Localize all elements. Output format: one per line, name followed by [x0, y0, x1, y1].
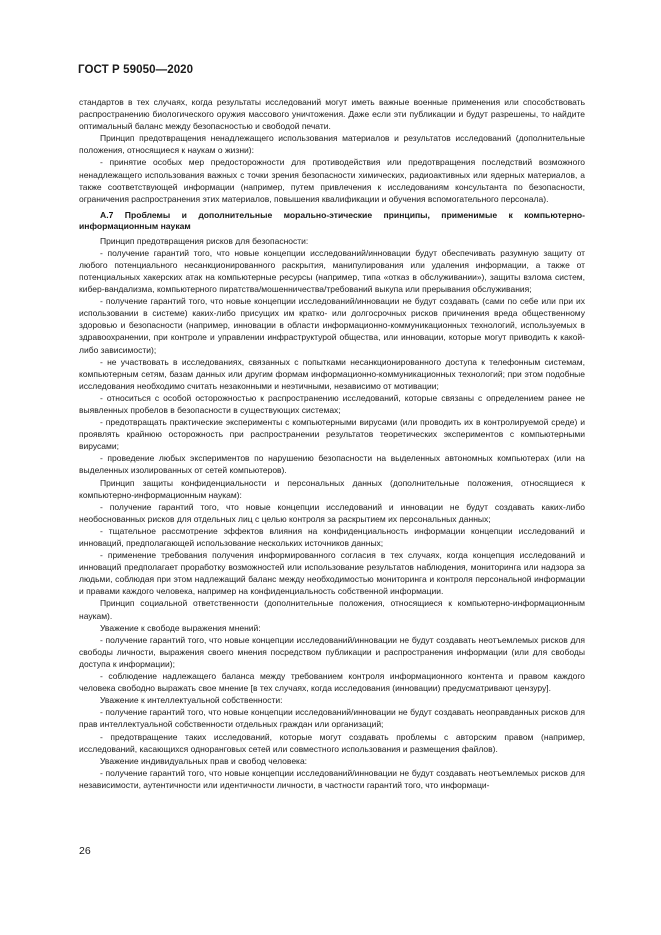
page-number: 26 [79, 845, 91, 857]
document-code-header: ГОСТ Р 59050—2020 [78, 64, 194, 76]
body-paragraph: - получение гарантий того, что новые концепции исследований/инновации не будут создавать (сами по себе или при их использовании в системе) каких-либо присущих им кратко- или долгосрочных рисков причинения вреда общественному здоровью и безопасности (например, инновации в области информационно-коммуникационных технологий, используемых в здравоохранении, при контроле и управлении инфраструктурой общества, или инновации, которые могут приводить к какой-либо зависимости); [79, 296, 585, 355]
body-paragraph: Уважение индивидуальных прав и свобод человека: [100, 755, 308, 766]
body-paragraph: Принцип предотвращения рисков для безопасности: [100, 235, 309, 246]
body-paragraph: - не участвовать в исследованиях, связанных с попытками несанкционированного доступа к телефонным системам, компьютерным сетям, базам данных или другим формам информационно-коммуникационных технологий; при этом подобные исследования необходимо считать незаконными и неэтичными, независимо от мотивации; [79, 356, 585, 391]
body-paragraph: Принцип предотвращения ненадлежащего использования материалов и результатов исследований (дополнительные положения, относящиеся к наукам о жизни): [79, 133, 585, 156]
body-paragraph: Уважение к свободе выражения мнений: [100, 622, 261, 633]
body-paragraph: - получение гарантий того, что новые концепции исследований/инновации не будут создавать неотъемлемых рисков для независимости, аутентичности или идентичности личности, в частности гарантий того, что информаци- [79, 767, 585, 790]
body-paragraph: Принцип социальной ответственности (дополнительные положения, относящиеся к компьютерно-информационным наукам). [79, 598, 585, 621]
body-paragraph: - соблюдение надлежащего баланса между требованием контроля информационного контента и правом каждого человека свободно выражать свое мнение [в тех случаях, когда исследования (инновации) предусматривают цензуру]. [79, 671, 585, 694]
body-paragraph: - относиться с особой осторожностью к распространению исследований, которые связаны с определением ранее не выявленных пробелов в безопасности в существующих системах; [79, 392, 585, 415]
body-paragraph: - получение гарантий того, что новые концепции исследований/инновации не будут создавать неотъемлемых рисков для свободы личности, выражения своего мнения посредством публикации и распространения информации (или для свободы доступа к информации); [79, 634, 585, 669]
document-body [79, 96, 585, 791]
body-paragraph: - получение гарантий того, что новые концепции исследований/инновации будут обеспечивать разумную защиту от любого потенциального несанкционированного раскрытия, манипулирования или удаления информации, а также от потенциальных хакерских атак на компьютерные ресурсы (например, типа «отказ в обслуживании»), защиты взлома систем, кибер-вандализма, компьютерного пиратства/мошенничества/требований выкупа или прерывания обслуживания; [79, 247, 585, 295]
body-paragraph: - принятие особых мер предосторожности для противодействия или предотвращения последствий возможного ненадлежащего использования важных с точки зрения безопасности химических, радиоактивных или ядерных материалов, а также соответствующей информации (например, путем привлечения к исследованиям консультанта по безопасности, ограничения распространения этих материалов, повышения квалификации и обучения вспомогательного персонала). [79, 157, 585, 204]
body-paragraph: - получение гарантий того, что новые концепции исследований и инновации не будут создавать каких-либо необоснованных рисков для отдельных лиц с целью контроля за раскрытием их персональных данных; [79, 501, 585, 524]
body-paragraph: Принцип защиты конфиденциальности и персональных данных (дополнительные положения, относящиеся к компьютерно-информационным наукам): [79, 477, 585, 500]
body-paragraph: - предотвращать практические эксперименты с компьютерными вирусами (или проводить их в контролируемой среде) и проявлять крайнюю осторожность при распространении результатов теоретических экспериментов с компьютерными вирусами; [79, 417, 585, 452]
body-paragraph: - проведение любых экспериментов по нарушению безопасности на выделенных автономных компьютерах (или на выделенных изолированных от сетей компьютеров). [79, 453, 585, 476]
body-paragraph: стандартов в тех случаях, когда результаты исследований могут иметь важные военные применения или способствовать распространению биологического оружия массового уничтожения. Даже если эти публикации и будут разрешены, то найдите оптимальный баланс между безопасностью и свободой печати. [79, 97, 585, 132]
body-paragraph: - тщательное рассмотрение эффектов влияния на конфиденциальность информации концепции исследований и инноваций, предполагающей использование нескольких источников данных; [79, 525, 585, 548]
section-heading: А.7 Проблемы и дополнительные морально-этические принципы, применимые к компьютерно-информационным наукам [79, 209, 585, 232]
body-paragraph: - получение гарантий того, что новые концепции исследований/инновации не будут создавать неоправданных рисков для прав интеллектуальной собственности отдельных граждан или организаций; [79, 707, 585, 730]
body-paragraph: - применение требования получения информированного согласия в тех случаях, когда концепция исследований и инноваций предполагает проработку возможностей или использование результатов наблюдения, мониторинга или надзора за людьми, соблюдая при этом надлежащий баланс между необходимостью мониторинга и контроля персональной информации и правами каждого человека, например на конфиденциальность собственной информации. [79, 550, 585, 597]
body-paragraph: Уважение к интеллектуальной собственности: [100, 695, 283, 706]
body-paragraph: - предотвращение таких исследований, которые могут создавать проблемы с авторским правом (например, исследований, касающихся одноранговых сетей или совместного использования и размещения файлов). [79, 731, 585, 754]
